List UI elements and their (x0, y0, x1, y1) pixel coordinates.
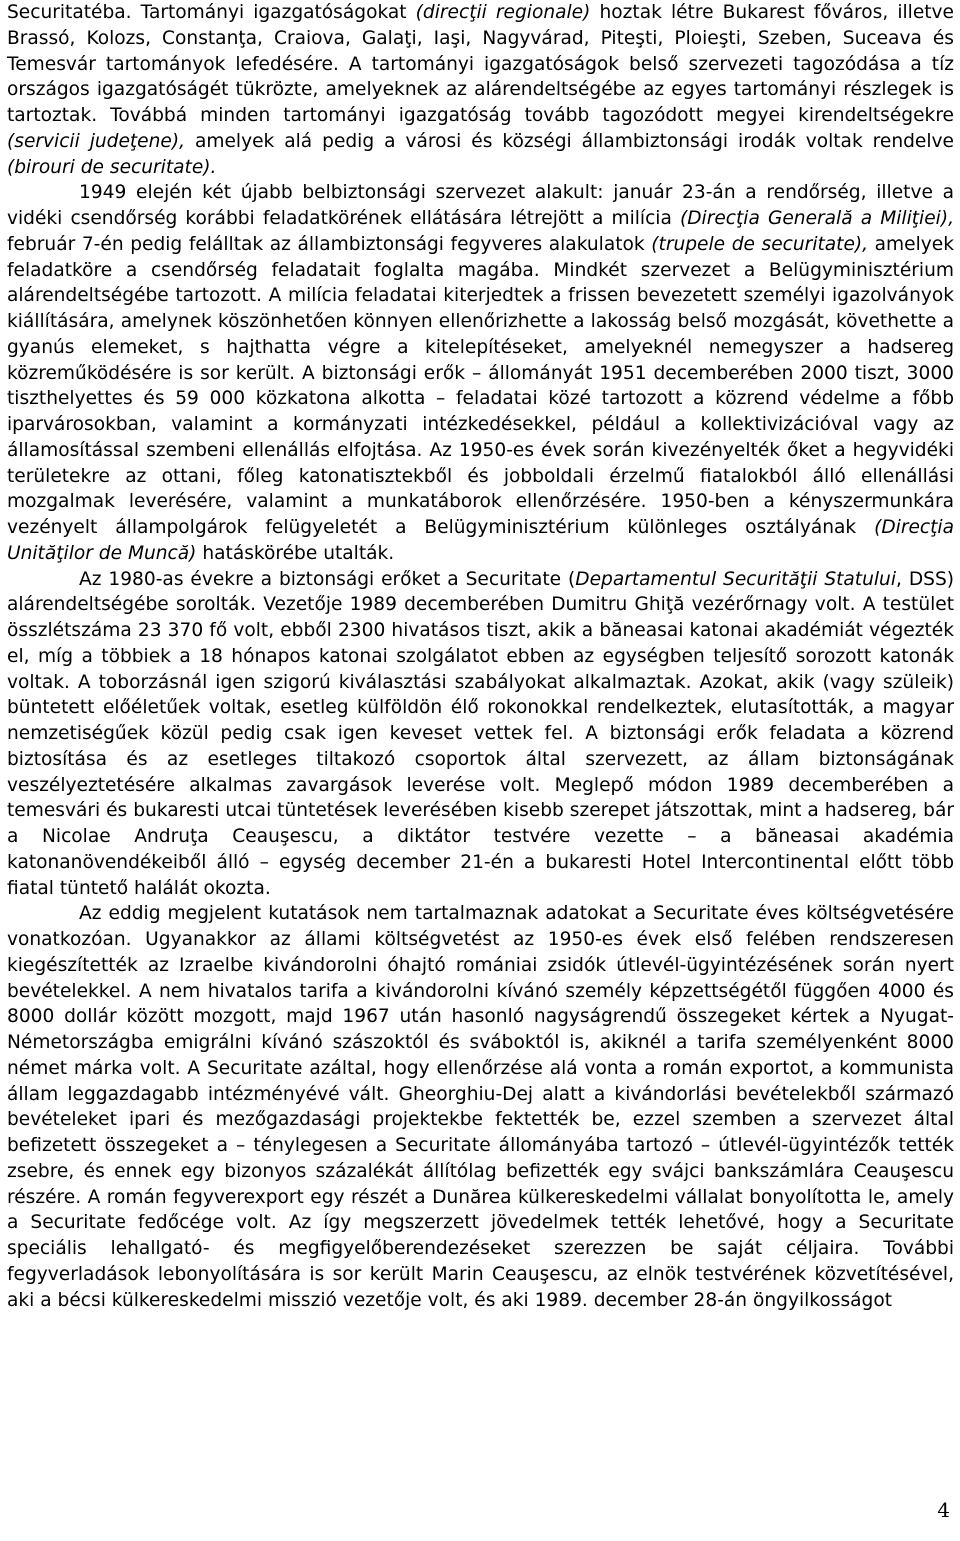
italic-term: (servicii judeţene), (7, 130, 186, 152)
italic-term: (Direcţia Generală a Miliţiei), (679, 208, 954, 229)
italic-term: (direcţii regionale) (415, 2, 591, 23)
italic-term: (trupele de securitate), (651, 233, 869, 255)
text-run: amelyek alá pedig a városi és községi állambiztonsági irodák voltak rendelve (185, 130, 954, 152)
italic-term: Departamentul Securităţii Statului (575, 568, 896, 590)
text-run: hoztak létre Bukarest főváros, illetve Brassó, Kolozs, Constanţa, Craiova, Galaţi, Iaşi, Nagyvárad, Piteşti, Ploieşti, Szeben, Suceava és Temesvár tartományok lefedésére. A tartományi igazgatóságok belső szervezeti tagozódása a tíz országos igazgatóságét tükrözte, amelyeknek az alárendeltségébe az egyes tartományi részlegek is tartoztak. Továbbá minden tartományi igazgatóság tovább tagozódott megyei kirendeltségekre (7, 2, 955, 126)
text-run: február 7-én pedig felálltak az állambiztonsági fegyveres alakulatok (7, 233, 652, 255)
text-run: Az eddig megjelent kutatások nem tartalmaznak adatokat a Securitate éves költségvetésére vonatkozóan. Ugyanakkor az állami költségvetést az 1950-es évek első felében rendszeresen kiegészítették az Izraelbe kivándorolni óhajtó romániai zsidók útlevél-ügyintézésének során nyert bevételekkel. A nem hivatalos tarifa a kivándorolni kívánó személy képzettségétől függően 4000 és 8000 dollár között mozgott, majd 1967 után hasonló nagyságrendű összegeket kértek a Nyugat-Németországba emigrálni kívánó szászoktól és sváboktól is, akiknél a tarifa személyenként 8000 német márka volt. A Securitate azáltal, hogy ellenőrzése alá vonta a román exportot, a kommunista állam leggazdagabb intézményévé vált. Gheorghiu-Dej alatt a kivándorlási bevételekből származó bevételeket ipari és mezőgazdasági projektekbe fektették be, ezzel szemben a szervezet által befizetett összegeket a – ténylegesen a Securitate állományába tartozó – útlevél-ügyintézők tették zsebre, és ennek egy bizonyos százalékát állítólag befizették egy svájci bankszámlára Ceauşescu részére. A román fegyverexport egy részét a Dunărea külkereskedelmi vállalat bonyolította le, amely a Securitate fedőcége volt. Az így megszerzett jövedelmek tették lehetővé, hogy a Securitate speciális lehallgató- és megfigyelőberendezéseket szerezzen be saját céljaira. További fegyverladások lebonyolítására is sor került Marin Ceauşescu, az elnök testvérének közvetítésével, aki a bécsi külkereskedelmi misszió vezetője volt, és aki 1989. december 28-án öngyilkosságot (7, 903, 954, 1311)
text-run: , DSS) alárendeltségébe sorolták. Vezetője 1989 decemberében Dumitru Ghiţă vezérőrnagy volt. A testület összlétszáma 23 370 fő volt, ebből 2300 hivatásos tiszt, akik a băneasai katonai akadémiát végezték el, míg a többiek a 18 hónapos katonai szolgálatot ebben az egységben teljesítő sorozott katonák voltak. A toborzásnál igen szigorú kiválasztási szabályokat alkalmaztak. Azokat, akik (vagy szüleik) büntetett előéletűek voltak, esetleg külföldön élő rokonokkal rendelkeztek, elutasították, a magyar nemzetiségűek közül pedig csak igen keveset vettek fel. A biztonsági erők feladata a közrend biztosítása és az esetleges tiltakozó csoportok által szervezett, az állam biztonságának veszélyeztetésére alkalmas zavargások leverése volt. Meglepő módon 1989 decemberében a temesvári és bukaresti utcai tüntetések leverésében kisebb szerepet játszottak, mint a hadsereg, bár a Nicolae Andruţa Ceauşescu, a diktátor testvére vezette – a băneasai akadémia katonanövendékeiből álló – egység december 21-én a bukaresti Hotel Intercontinental előtt több fiatal tüntető halálát okozta. (7, 568, 954, 899)
paragraph (7, 901, 954, 1313)
text-run: Securitatéba. Tartományi igazgatóságokat (7, 2, 416, 23)
italic-term: (birouri de securitate). (7, 156, 217, 178)
paragraph (7, 180, 954, 566)
text-run: 1949 elején két újabb belbiztonsági szervezet alakult: január 23-án a rendőrség, illetve a vidéki csendőrség korábbi feladatkörének ellátására létrejött a milícia (7, 182, 954, 229)
text-run: amelyek feladatköre a csendőrség feladatait foglalta magába. Mindkét szervezet a Belügyminisztérium alárendeltségébe tartozott. A milícia feladatai kiterjedtek a frissen bevezetett személyi igazolványok kiállítására, amelynek köszönhetően könnyen ellenőrizhette a lakosság belső mozgását, követhette a gyanús elemeket, s hajthatta végre a kitelepítéseket, amelyeknél nemegyszer a hadsereg közreműködésére is sor került. A biztonsági erők – állományát 1951 decemberében 2000 tiszt, 3000 tiszthelyettes és 59 000 közkatona alkotta – feladatai közé tartozott a közrend védelme a főbb iparvárosokban, valamint a kormányzati intézkedésekkel, például a kollektivizációval vagy az államosítással szembeni ellenállás elfojtása. Az 1950-es évek során kivezényelték őket a hegyvidéki területekre az ottani, főleg katonatisztekből és jobboldali érzelmű fiatalokból álló ellenállási mozgalmak leverésére, valamint a munkatáborok ellenőrzésére. 1950-ben a kényszermunkára vezényelt állampolgárok felügyeletét a Belügyminisztérium különleges osztályának (7, 233, 954, 538)
paragraph (7, 0, 954, 180)
page-number: 4 (937, 1498, 950, 1522)
text-run: Az 1980-as évekre a biztonsági erőket a Securitate ( (79, 568, 576, 590)
text-run: hatáskörébe utalták. (196, 542, 395, 564)
paragraph (7, 567, 954, 902)
document-body (7, 0, 954, 1313)
italic-term: (Direcţia Unităţilor de Muncă) (7, 517, 954, 564)
